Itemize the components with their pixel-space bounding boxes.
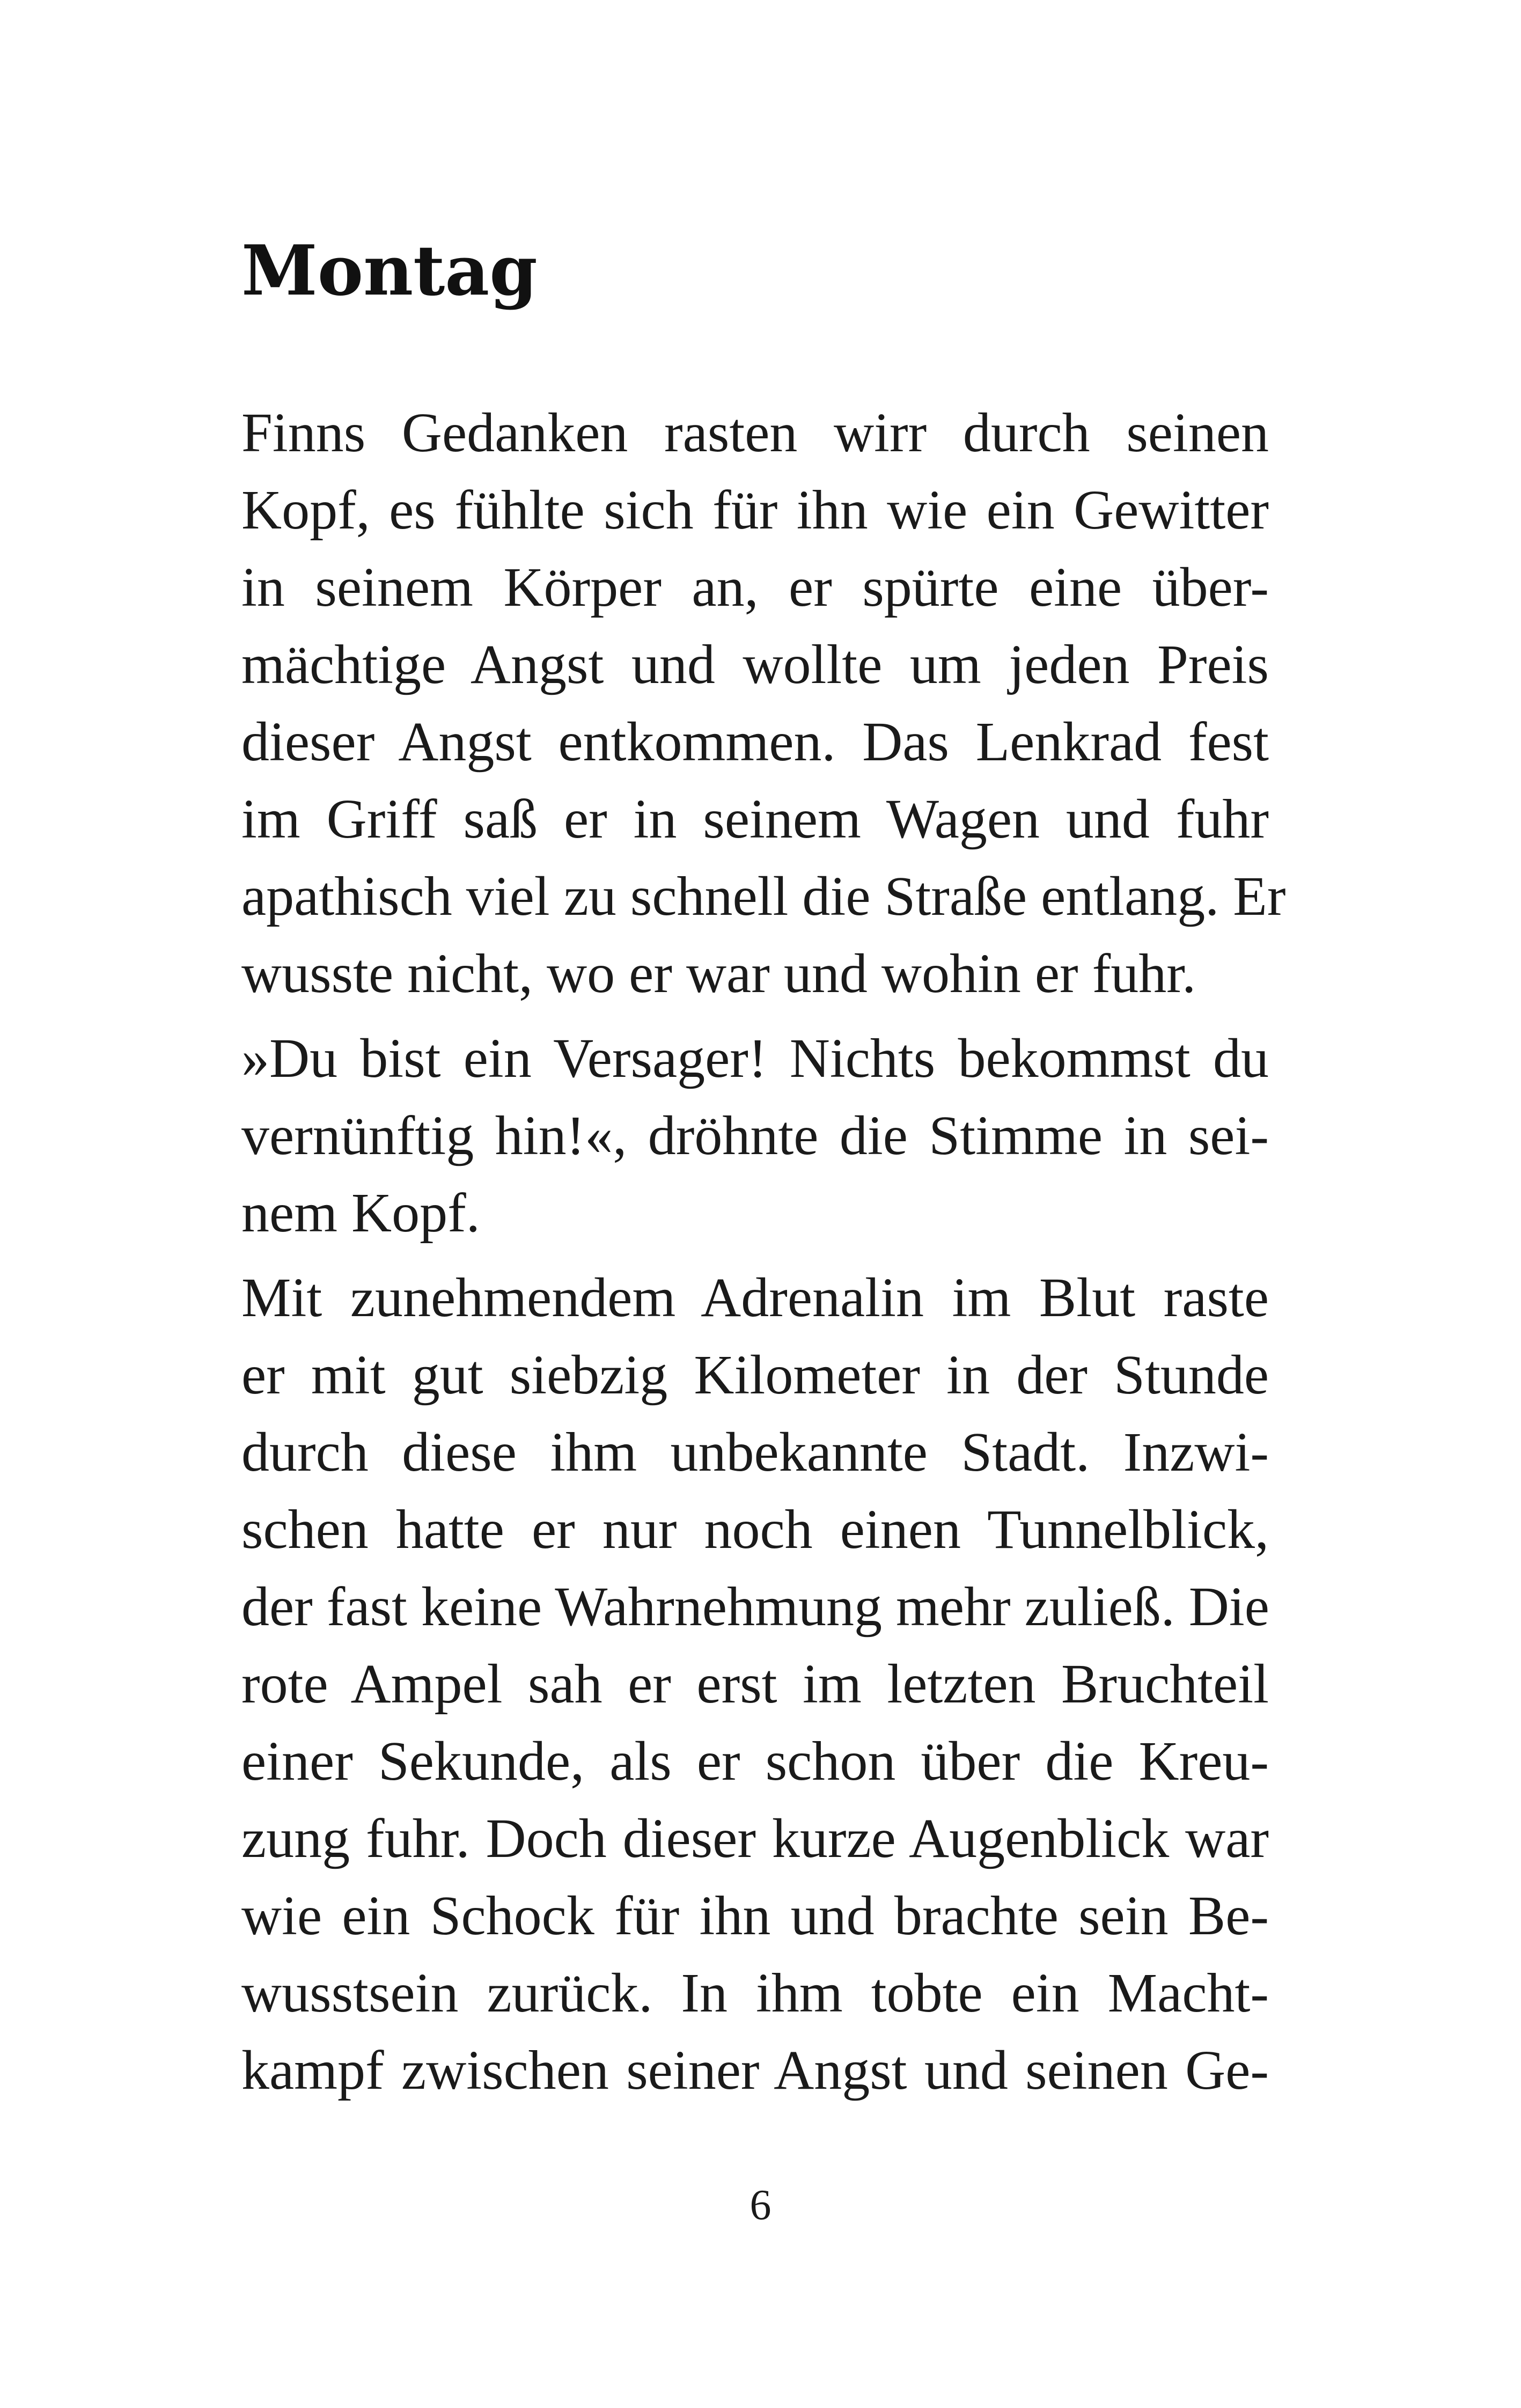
text-line: wie ein Schock für ihn und brachte sein Be- <box>241 1885 1269 1947</box>
text-line: Kopf, es fühlte sich für ihn wie ein Gewitter <box>241 479 1269 541</box>
text-line: Mit zunehmendem Adrenalin im Blut raste <box>241 1267 1269 1328</box>
text-line: in seinem Körper an, er spürte eine über- <box>241 556 1269 618</box>
text-line: rote Ampel sah er erst im letzten Bruchteil <box>241 1653 1269 1715</box>
text-line: Finns Gedanken rasten wirr durch seinen <box>241 402 1269 464</box>
text-line: schen hatte er nur noch einen Tunnelblick, <box>241 1499 1269 1560</box>
paragraph-gap <box>241 1012 1269 1020</box>
page-number: 6 <box>750 2182 771 2229</box>
body-text <box>241 394 1286 2109</box>
text-line: mächtige Angst und wollte um jeden Preis <box>241 634 1269 695</box>
text-line: wusstsein zurück. In ihm tobte ein Macht- <box>241 1962 1269 2024</box>
paragraph-gap <box>241 1252 1269 1259</box>
text-line: er mit gut siebzig Kilometer in der Stunde <box>241 1344 1269 1406</box>
chapter-title: Montag <box>241 231 538 311</box>
text-line: wusste nicht, wo er war und wohin er fuhr. <box>241 943 1196 1004</box>
text-line: nem Kopf. <box>241 1182 480 1244</box>
text-line: dieser Angst entkommen. Das Lenkrad fest <box>241 711 1269 773</box>
text-line: »Du bist ein Versager! Nichts bekommst du <box>241 1027 1269 1089</box>
text-line: apathisch viel zu schnell die Straße entlang. Er <box>241 865 1286 927</box>
text-line: einer Sekunde, als er schon über die Kreu- <box>241 1730 1269 1792</box>
text-line: kampf zwischen seiner Angst und seinen Ge- <box>241 2039 1269 2101</box>
text-line: zung fuhr. Doch dieser kurze Augenblick war <box>241 1808 1269 1869</box>
text-line: der fast keine Wahrnehmung mehr zuließ. Die <box>241 1576 1269 1638</box>
text-line: durch diese ihm unbekannte Stadt. Inzwi- <box>241 1421 1269 1483</box>
text-line: vernünftig hin!«, dröhnte die Stimme in sei- <box>241 1105 1269 1166</box>
text-line: im Griff saß er in seinem Wagen und fuhr <box>241 788 1269 850</box>
